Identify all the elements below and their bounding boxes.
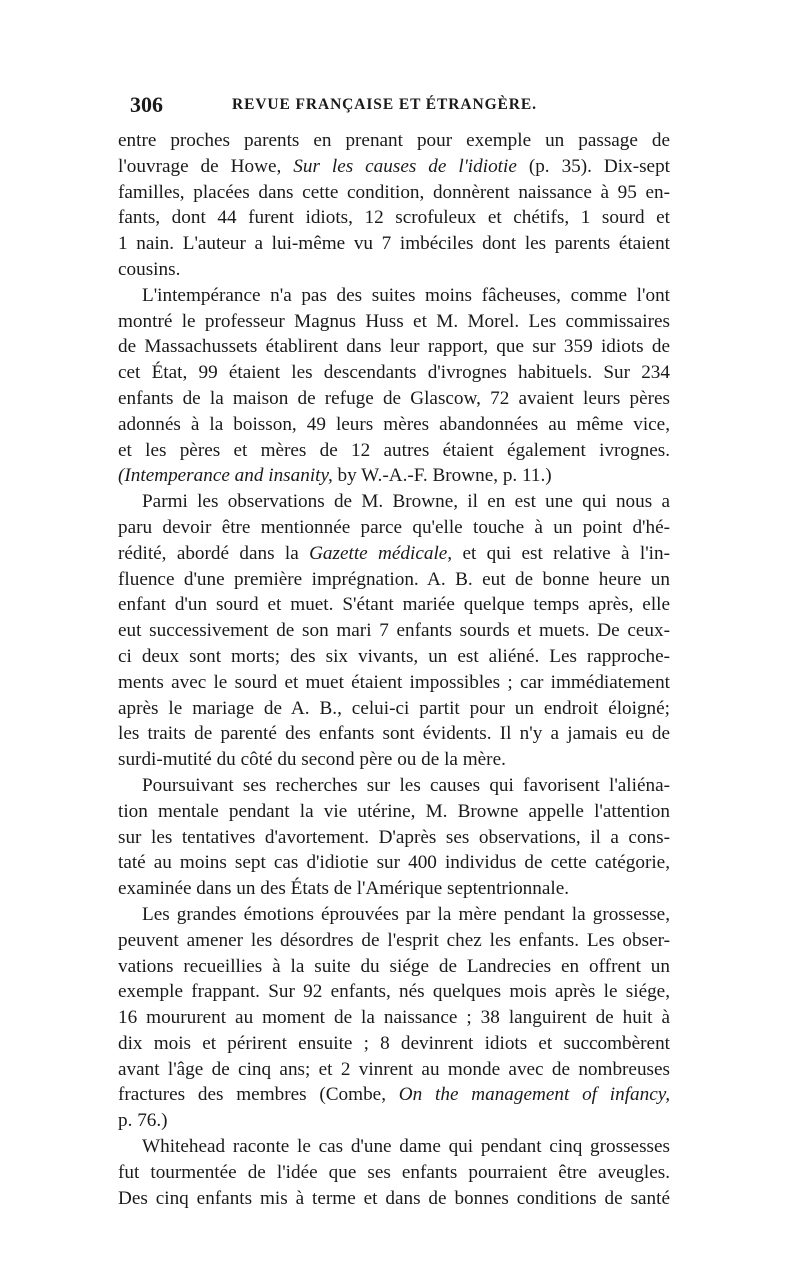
text-segment: cet État, 99 étaient les descendants d'ivrognes habituels. Sur 234 (118, 362, 670, 384)
text-line (118, 257, 670, 283)
text-line (118, 1186, 670, 1212)
text-line (118, 696, 670, 722)
text-segment: de Massachussets établirent dans leur rapport, que sur 359 idiots de (118, 336, 670, 358)
text-segment: Des cinq enfants mis à terme et dans de bonnes conditions de santé (118, 1187, 670, 1209)
text-segment: examinée dans un des États de l'Amérique septentrionnale. (118, 878, 570, 900)
text-segment: adonnés à la boisson, 49 leurs mères abandonnées au même vice, (118, 413, 670, 435)
text-segment: rédité, abordé dans la (118, 542, 310, 564)
text-line (118, 231, 670, 257)
text-segment: sur les tentatives d'avortement. D'après ses observations, il a cons- (118, 826, 670, 848)
text-segment: après le mariage de A. B., celui-ci partit pour un endroit éloigné; (118, 697, 670, 719)
text-segment: entre proches parents en prenant pour exemple un passage de (118, 130, 670, 151)
text-line (118, 515, 670, 541)
text-segment: dix mois et périrent ensuite ; 8 devinrent idiots et succombèrent (118, 1032, 670, 1054)
text-line (118, 438, 670, 464)
text-line (118, 463, 670, 489)
text-segment: et les pères et mères de 12 autres étaient également ivrognes. (118, 439, 670, 461)
text-line (118, 1108, 670, 1134)
italic-text: (Intemperance and insanity, (118, 465, 333, 487)
page-number: 306 (130, 92, 163, 117)
text-segment: les traits de parenté des enfants sont évidents. Il n'y a jamais eu de (118, 723, 670, 745)
text-line (118, 180, 670, 206)
text-segment: cousins. (118, 258, 181, 280)
text-segment: by W.-A.-F. Browne, p. 11.) (332, 465, 552, 487)
text-segment: fut tourmentée de l'idée que ses enfants pourraient être aveugles. (118, 1161, 670, 1183)
text-line (118, 876, 670, 902)
text-line (118, 592, 670, 618)
text-segment: eut successivement de son mari 7 enfants sourds et muets. De ceux- (118, 620, 670, 642)
text-line (118, 128, 670, 154)
text-segment: fractures des membres (Combe, (118, 1084, 399, 1106)
text-line (118, 360, 670, 386)
text-line (118, 205, 670, 231)
text-segment: enfant d'un sourd et muet. S'étant mariée quelque temps après, elle (118, 594, 670, 616)
text-line (118, 902, 670, 928)
text-segment: paru devoir être mentionnée parce qu'elle touche à un point d'hé- (118, 516, 670, 538)
text-segment: vations recueillies à la suite du siége de Landrecies en offrent un (118, 955, 670, 977)
text-segment: ci deux sont morts; des six vivants, un est aliéné. Les rapproche- (118, 645, 670, 667)
italic-text: Sur les causes de l'idiotie (293, 155, 517, 177)
text-segment: L'intempérance n'a pas des suites moins fâcheuses, comme l'ont (142, 284, 670, 306)
text-line (118, 850, 670, 876)
text-line (118, 825, 670, 851)
text-segment: l'ouvrage de Howe, (118, 155, 294, 177)
text-segment: ments avec le sourd et muet étaient impossibles ; car immédiatement (118, 671, 670, 693)
text-segment: fants, dont 44 furent idiots, 12 scrofuleux et chétifs, 1 sourd et (118, 207, 670, 229)
text-line (118, 1160, 670, 1186)
text-segment: 16 moururent au moment de la naissance ; 38 languirent de huit à (118, 1007, 670, 1029)
text-segment: 1 nain. L'auteur a lui-même vu 7 imbéciles dont les parents étaient (118, 233, 670, 255)
text-line (118, 670, 670, 696)
text-line (118, 567, 670, 593)
text-line (118, 309, 670, 335)
text-segment: peuvent amener les désordres de l'esprit chez les enfants. Les obser- (118, 929, 670, 951)
text-segment: Les grandes émotions éprouvées par la mère pendant la grossesse, (142, 903, 670, 925)
text-line (118, 386, 670, 412)
text-line (118, 928, 670, 954)
text-segment: Whitehead raconte le cas d'une dame qui pendant cinq grossesses (142, 1136, 670, 1158)
running-title: REVUE FRANÇAISE ET ÉTRANGÈRE. (232, 96, 537, 113)
text-segment: tion mentale pendant la vie utérine, M. Browne appelle l'attention (118, 800, 670, 822)
italic-text: Gazette médicale, (309, 542, 453, 564)
text-line (118, 979, 670, 1005)
text-line (118, 412, 670, 438)
text-line (118, 1134, 670, 1160)
text-line (118, 1031, 670, 1057)
text-line (118, 283, 670, 309)
text-line (118, 489, 670, 515)
text-line (118, 1005, 670, 1031)
text-segment: exemple frappant. Sur 92 enfants, nés quelques mois après le siége, (118, 981, 670, 1003)
page-header (130, 92, 670, 122)
text-line (118, 799, 670, 825)
text-segment: enfants de la maison de refuge de Glascow, 72 avaient leurs pères (118, 387, 670, 409)
text-line (118, 747, 670, 773)
text-segment: p. 76.) (118, 1110, 168, 1132)
italic-text: On the management of infancy, (398, 1084, 670, 1106)
text-segment: montré le professeur Magnus Huss et M. Morel. Les commissaires (118, 310, 670, 332)
text-line (118, 618, 670, 644)
text-line (118, 773, 670, 799)
body-text (118, 128, 670, 1211)
text-segment: et qui est relative à l'in- (452, 542, 670, 564)
text-segment: taté au moins sept cas d'idiotie sur 400 individus de cette catégorie, (118, 852, 670, 874)
text-line (118, 644, 670, 670)
text-line (118, 1057, 670, 1083)
text-segment: Poursuivant ses recherches sur les causes qui favorisent l'aliéna- (142, 774, 670, 796)
text-line (118, 721, 670, 747)
text-segment: Parmi les observations de M. Browne, il en est une qui nous a (142, 491, 670, 513)
text-line (118, 541, 670, 567)
text-line (118, 334, 670, 360)
text-line (118, 154, 670, 180)
text-segment: avant l'âge de cinq ans; et 2 vinrent au monde avec de nombreuses (118, 1058, 670, 1080)
text-segment: familles, placées dans cette condition, donnèrent naissance à 95 en- (118, 181, 670, 203)
text-segment: (p. 35). Dix-sept (516, 155, 670, 177)
text-line (118, 954, 670, 980)
text-line (118, 1082, 670, 1108)
text-segment: fluence d'une première imprégnation. A. B. eut de bonne heure un (118, 568, 670, 590)
text-segment: surdi-mutité du côté du second père ou de la mère. (118, 749, 506, 771)
